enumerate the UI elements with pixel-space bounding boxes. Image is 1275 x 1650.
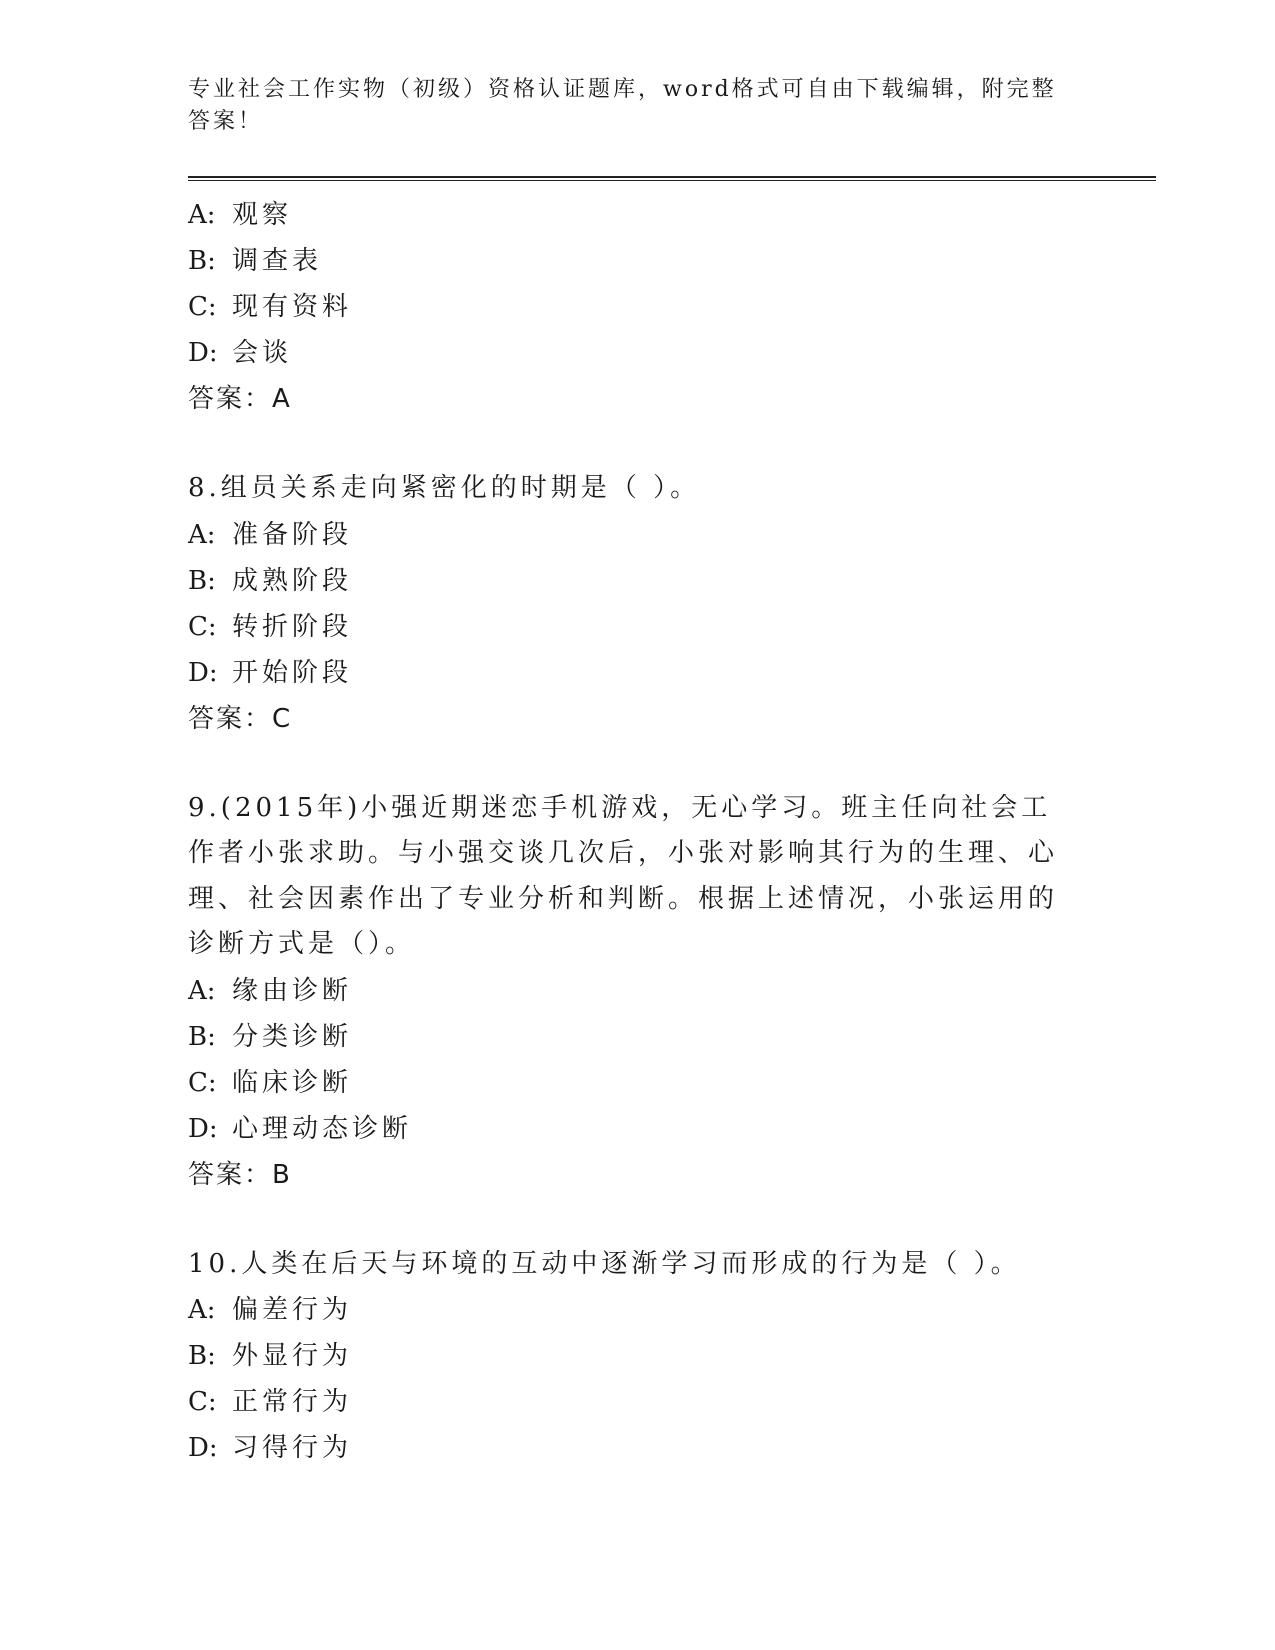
- option-letter: B:: [188, 1021, 216, 1052]
- option-d: [188, 650, 1088, 696]
- question-stem: 8.组员关系走向紧密化的时期是（ ）。: [188, 473, 701, 503]
- option-d: [188, 1106, 1088, 1152]
- option-letter: C:: [188, 292, 217, 322]
- question-9: [188, 786, 1088, 1198]
- option-c: [188, 284, 1088, 330]
- option-letter: C:: [188, 1387, 217, 1417]
- option-letter: B:: [188, 1341, 216, 1371]
- option-text: 现有资料: [232, 292, 353, 322]
- option-letter: D:: [188, 338, 218, 368]
- option-text: 偏差行为: [232, 1295, 353, 1325]
- spacer: [188, 742, 1088, 786]
- option-text: 习得行为: [232, 1433, 353, 1463]
- option-b: [188, 1014, 1088, 1060]
- option-letter: A:: [188, 975, 216, 1006]
- option-letter: C:: [188, 611, 217, 642]
- option-text: 转折阶段: [232, 611, 353, 642]
- option-text: 准备阶段: [232, 519, 353, 550]
- option-letter: C:: [188, 1067, 217, 1098]
- answer-line: 答案：B: [188, 1159, 292, 1190]
- option-text: 外显行为: [232, 1341, 353, 1371]
- question-stem: 10.人类在后天与环境的互动中逐渐学习而形成的行为是（ ）。: [188, 1248, 1021, 1279]
- option-a: [188, 1287, 1088, 1333]
- option-text: 临床诊断: [232, 1067, 353, 1098]
- option-c: [188, 1060, 1088, 1106]
- option-b: [188, 1333, 1088, 1379]
- answer-line: 答案：C: [188, 703, 293, 734]
- option-letter: D:: [188, 657, 218, 688]
- document-header: 专业社会工作实物（初级）资格认证题库，word格式可自由下载编辑，附完整答案！: [188, 77, 1057, 134]
- question-stem: 9.(2015年)小强近期迷恋手机游戏，无心学习。班主任向社会工作者小张求助。与小强交谈几次后，小张对影响其行为的生理、心理、社会因素作出了专业分析和判断。根据上述情况，小张运用的诊断方式是（）。: [188, 792, 1059, 959]
- header-divider: [188, 176, 1156, 181]
- option-a: [188, 968, 1088, 1014]
- option-b: [188, 558, 1088, 604]
- option-letter: A:: [188, 1295, 216, 1325]
- question-10: [188, 1242, 1088, 1472]
- spacer: [188, 1198, 1088, 1242]
- option-text: 缘由诊断: [232, 975, 353, 1006]
- option-a: [188, 512, 1088, 558]
- option-text: 开始阶段: [232, 657, 353, 688]
- option-b: [188, 238, 1088, 284]
- option-a: [188, 192, 1088, 238]
- option-text: 成熟阶段: [232, 565, 353, 596]
- option-letter: B:: [188, 565, 216, 596]
- spacer: [188, 422, 1088, 466]
- option-text: 会谈: [232, 338, 293, 368]
- option-letter: D:: [188, 1433, 218, 1463]
- option-c: [188, 1379, 1088, 1425]
- option-letter: A:: [188, 519, 216, 550]
- option-letter: B:: [188, 246, 216, 276]
- question-content: [188, 192, 1088, 1471]
- option-d: [188, 330, 1088, 376]
- question-7: [188, 192, 1088, 422]
- question-8: [188, 466, 1088, 742]
- option-text: 正常行为: [232, 1387, 353, 1417]
- option-c: [188, 604, 1088, 650]
- option-text: 调查表: [232, 246, 323, 276]
- option-text: 心理动态诊断: [232, 1113, 413, 1144]
- option-text: 分类诊断: [232, 1021, 353, 1052]
- answer-line: 答案：A: [188, 384, 292, 414]
- option-letter: D:: [188, 1113, 218, 1144]
- option-letter: A:: [188, 200, 216, 230]
- option-text: 观察: [232, 200, 293, 230]
- option-d: [188, 1425, 1088, 1471]
